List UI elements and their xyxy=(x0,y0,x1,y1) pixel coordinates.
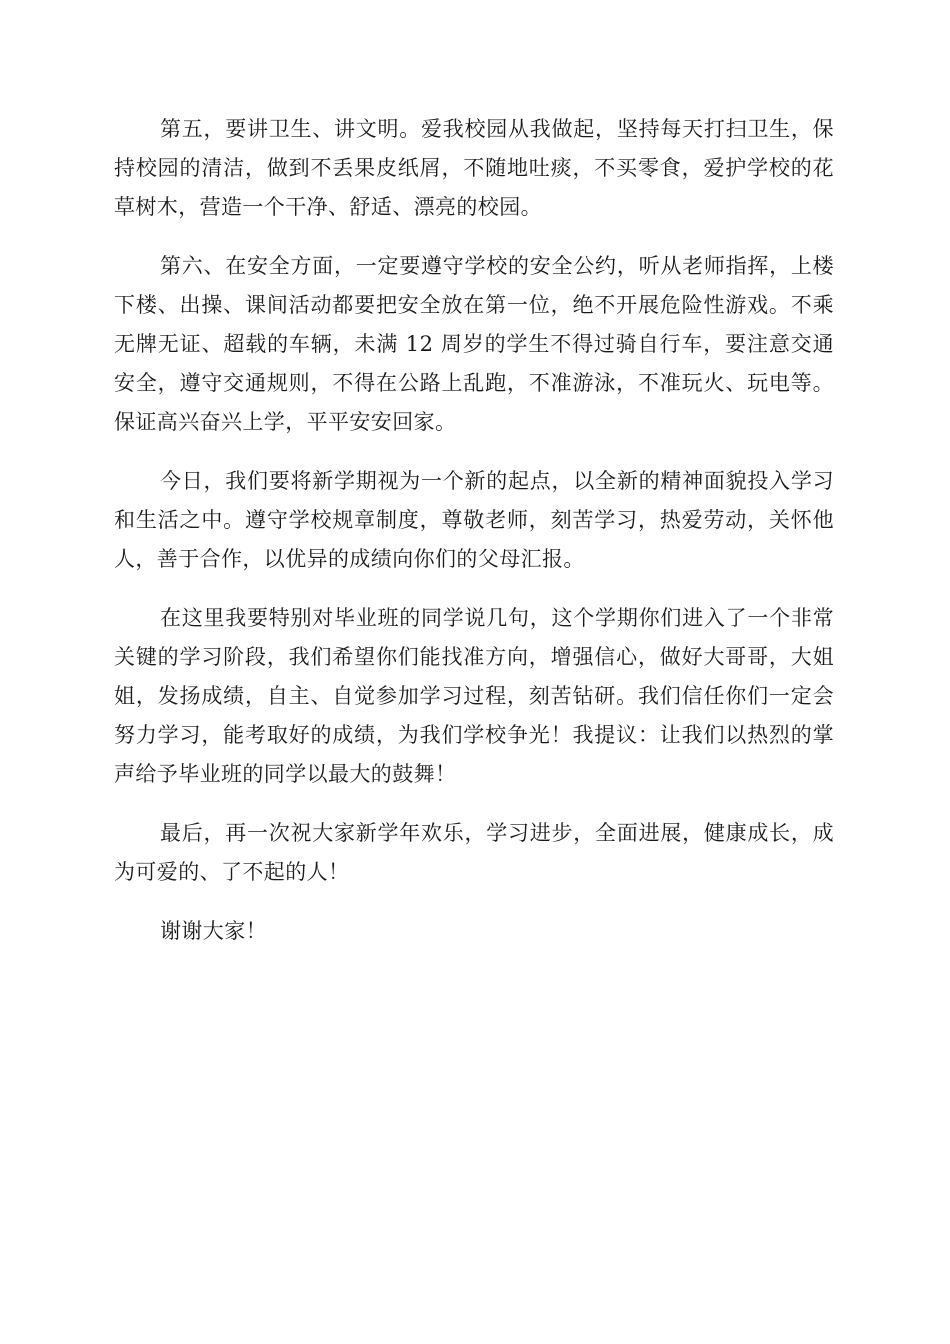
paragraph-graduating-class: 在这里我要特别对毕业班的同学说几句，这个学期你们进入了一个非常关键的学习阶段，我们希望你们能找准方向，增强信心，做好大哥哥，大姐姐，发扬成绩，自主、自觉参加学习过程，刻苦钻研。我们信任你们一定会努力学习，能考取好的成绩，为我们学校争光！我提议：让我们以热烈的掌声给予毕业班的同学以最大的鼓舞！ xyxy=(114,606,834,786)
document-body xyxy=(114,110,834,971)
paragraph-safety: 第六、在安全方面，一定要遵守学校的安全公约，听从老师指挥，上楼下楼、出操、课间活动都要把安全放在第一位，绝不开展危险性游戏。不乘无牌无证、超载的车辆，未满 12 周岁的学生不得过骑自行车，要注意交通安全，遵守交通规则，不得在公路上乱跑，不准游泳，不准玩火、玩电等。保证高兴奋兴上学，平平安安回家。 xyxy=(114,254,834,434)
paragraph-hygiene: 第五，要讲卫生、讲文明。爱我校园从我做起，坚持每天打扫卫生，保持校园的清洁，做到不丢果皮纸屑，不随地吐痰，不买零食，爱护学校的花草树木，营造一个干净、舒适、漂亮的校园。 xyxy=(114,117,834,219)
paragraph-thanks: 谢谢大家！ xyxy=(160,919,267,943)
paragraph-closing-wishes: 最后，再一次祝大家新学年欢乐，学习进步，全面进展，健康成长，成为可爱的、了不起的人！ xyxy=(114,821,834,884)
paragraph-new-semester: 今日，我们要将新学期视为一个新的起点，以全新的精神面貌投入学习和生活之中。遵守学校规章制度，尊敬老师，刻苦学习，热爱劳动，关怀他人，善于合作，以优异的成绩向你们的父母汇报。 xyxy=(114,469,834,571)
